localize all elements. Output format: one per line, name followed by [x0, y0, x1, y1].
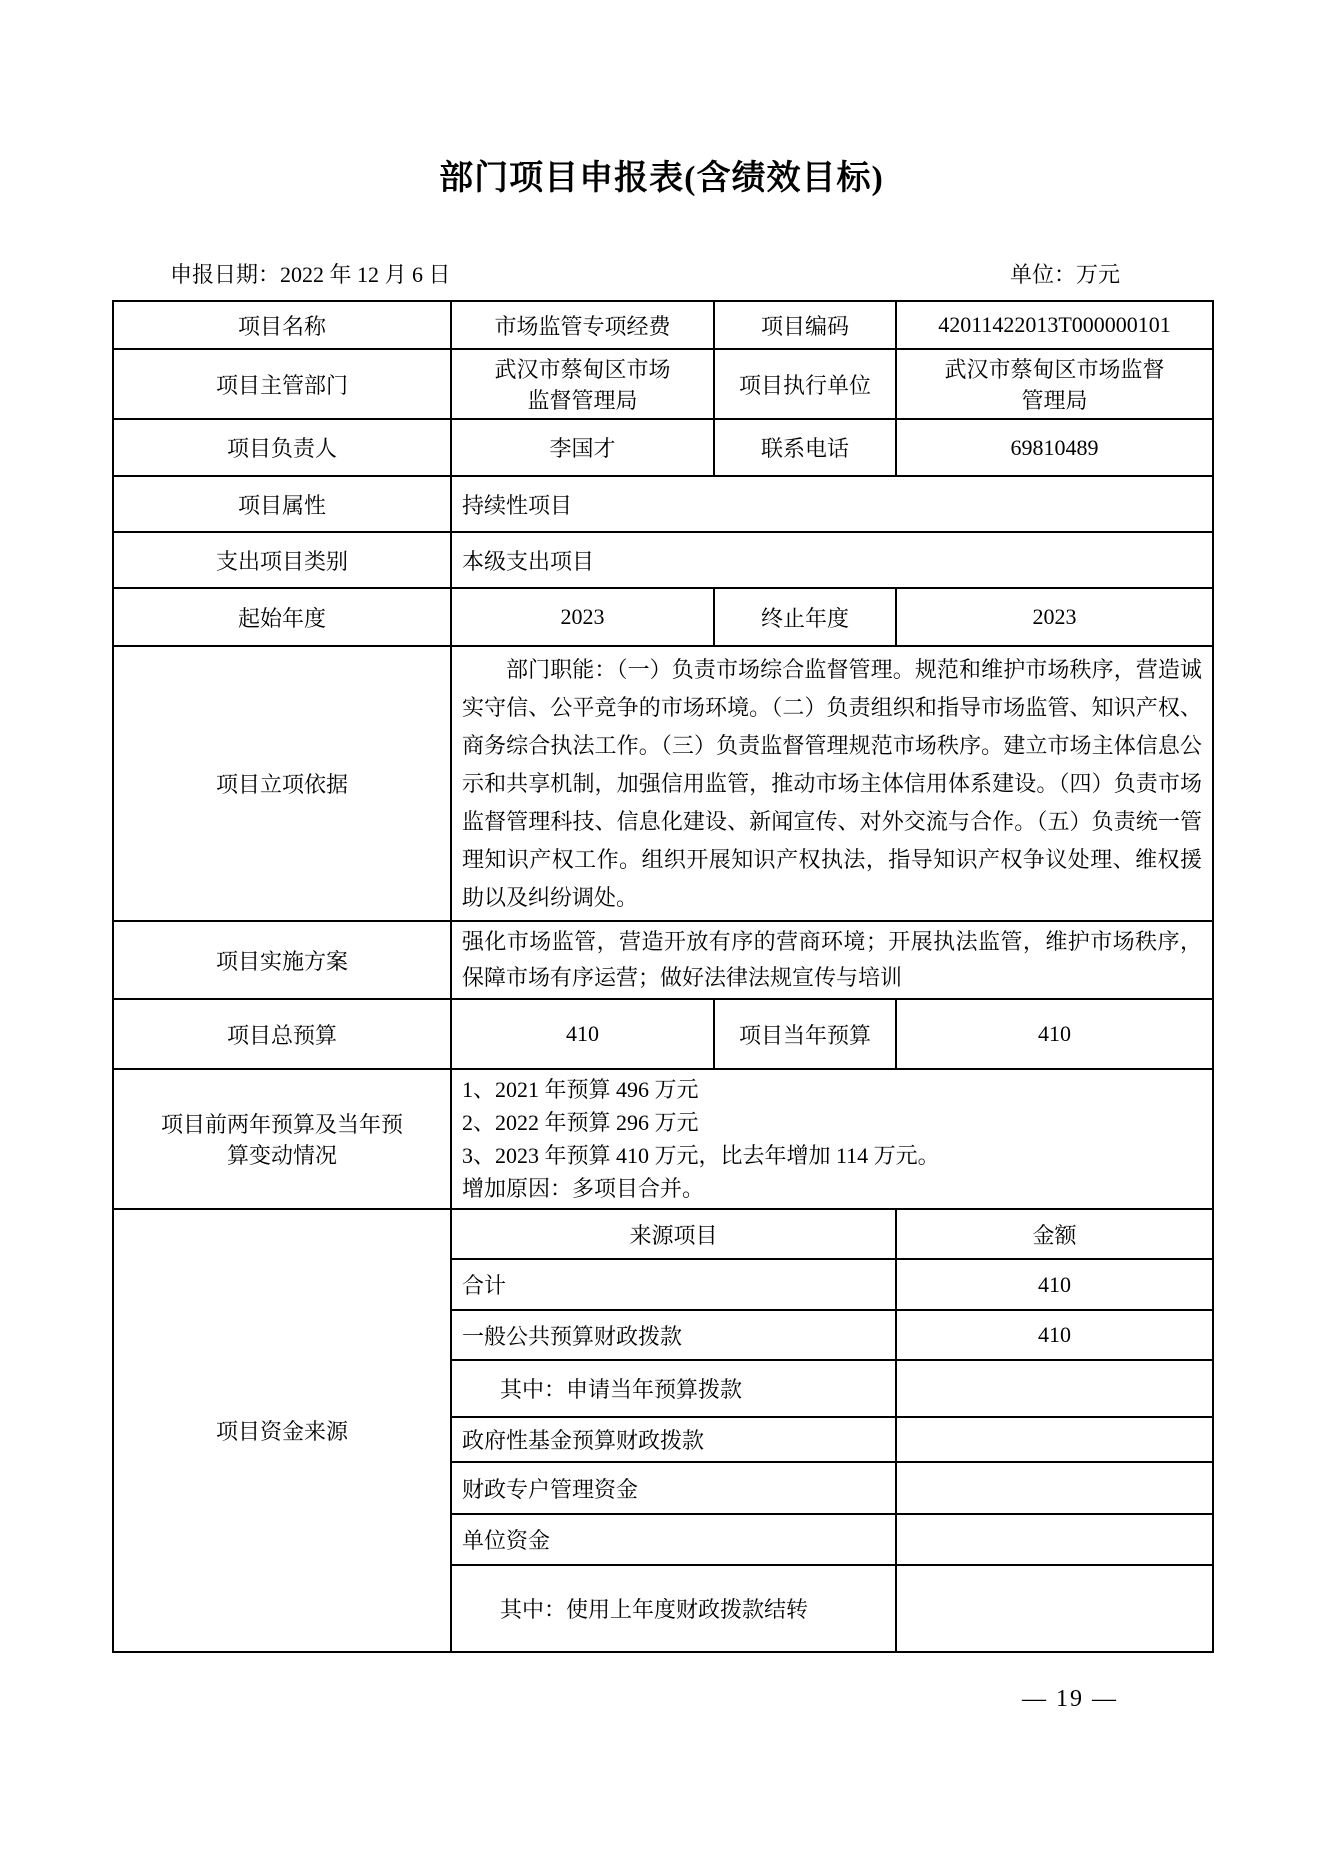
- phone-label: 联系电话: [714, 419, 896, 476]
- application-table: [112, 300, 1214, 1653]
- funding-amount: [896, 1565, 1213, 1652]
- end-year-label: 终止年度: [714, 588, 896, 646]
- funding-source: 合计: [451, 1259, 896, 1310]
- dept-value-text: 武汉市蔡甸区市场监督管理局: [494, 357, 671, 413]
- history-value: [451, 1069, 1213, 1209]
- funding-source: 其中：申请当年预算拨款: [451, 1360, 896, 1417]
- start-year-label: 起始年度: [113, 588, 451, 646]
- funding-amount: [896, 1462, 1213, 1514]
- row-history: [113, 1069, 1213, 1209]
- row-project-name: [113, 301, 1213, 349]
- leader-label: 项目负责人: [113, 419, 451, 476]
- dept-value: [451, 349, 714, 419]
- phone-value: 69810489: [896, 419, 1213, 476]
- project-name-value: 市场监管专项经费: [451, 301, 714, 349]
- leader-value: 李国才: [451, 419, 714, 476]
- row-funding-header: [113, 1209, 1213, 1259]
- funding-amount: [896, 1417, 1213, 1462]
- exec-unit-value-text: 武汉市蔡甸区市场监督管理局: [944, 357, 1165, 413]
- history-line: 1、2021 年预算 496 万元: [462, 1077, 699, 1102]
- row-basis: [113, 646, 1213, 921]
- funding-source: 财政专户管理资金: [451, 1462, 896, 1514]
- history-label-text: 项目前两年预算及当年预算变动情况: [160, 1112, 403, 1168]
- funding-source: 政府性基金预算财政拨款: [451, 1417, 896, 1462]
- history-line: 2、2022 年预算 296 万元: [462, 1110, 699, 1135]
- row-plan: [113, 921, 1213, 999]
- dept-label: 项目主管部门: [113, 349, 451, 419]
- row-attribute: [113, 476, 1213, 532]
- exec-unit-value: [896, 349, 1213, 419]
- row-budget: [113, 999, 1213, 1069]
- funding-source: 单位资金: [451, 1514, 896, 1565]
- funding-amount-header: 金额: [896, 1209, 1213, 1259]
- basis-paragraph: 部门职能：（一）负责市场综合监督管理。规范和维护市场秩序，营造诚实守信、公平竞争的市场环境。（二）负责组织和指导市场监管、知识产权、商务综合执法工作。（三）负责监督管理规范市场秩序。建立市场主体信息公示和共享机制，加强信用监管，推动市场主体信用体系建设。（四）负责市场监督管理科技、信息化建设、新闻宣传、对外交流与合作。（五）负责统一管理知识产权工作。组织开展知识产权执法，指导知识产权争议处理、维权援助以及纠纷调处。: [462, 656, 1202, 910]
- page-number: — 19 —: [1022, 1686, 1118, 1712]
- funding-source: 其中：使用上年度财政拨款结转: [451, 1565, 896, 1652]
- exec-unit-label: 项目执行单位: [714, 349, 896, 419]
- plan-label: 项目实施方案: [113, 921, 451, 999]
- budget-year-label: 项目当年预算: [714, 999, 896, 1069]
- start-year-value: 2023: [451, 588, 714, 646]
- history-label: [113, 1069, 451, 1209]
- basis-value: [451, 646, 1213, 921]
- budget-total-label: 项目总预算: [113, 999, 451, 1069]
- funding-amount: 410: [896, 1310, 1213, 1360]
- history-line: 增加原因：多项目合并。: [462, 1176, 705, 1201]
- row-category: [113, 532, 1213, 588]
- attribute-label: 项目属性: [113, 476, 451, 532]
- funding-amount: 410: [896, 1259, 1213, 1310]
- category-label: 支出项目类别: [113, 532, 451, 588]
- funding-source: 一般公共预算财政拨款: [451, 1310, 896, 1360]
- budget-total-value: 410: [451, 999, 714, 1069]
- page-title: 部门项目申报表(含绩效目标): [439, 160, 884, 197]
- project-code-value: 42011422013T000000101: [896, 301, 1213, 349]
- funding-amount: [896, 1514, 1213, 1565]
- end-year-value: 2023: [896, 588, 1213, 646]
- unit-text: 单位：万元: [1009, 262, 1120, 287]
- plan-value: 强化市场监管，营造开放有序的营商环境；开展执法监管，维护市场秩序，保障市场有序运营；做好法律法规宣传与培训: [451, 921, 1213, 999]
- attribute-value: 持续性项目: [451, 476, 1213, 532]
- row-years: [113, 588, 1213, 646]
- declare-date-text: 申报日期：2022 年 12 月 6 日: [170, 262, 451, 287]
- funding-source-header: 来源项目: [451, 1209, 896, 1259]
- row-leader: [113, 419, 1213, 476]
- funding-amount: [896, 1360, 1213, 1417]
- basis-label: 项目立项依据: [113, 646, 451, 921]
- project-name-label: 项目名称: [113, 301, 451, 349]
- meta-row: [112, 258, 1212, 289]
- row-department: [113, 349, 1213, 419]
- budget-year-value: 410: [896, 999, 1213, 1069]
- project-code-label: 项目编码: [714, 301, 896, 349]
- history-line: 3、2023 年预算 410 万元，比去年增加 114 万元。: [462, 1143, 940, 1168]
- category-value: 本级支出项目: [451, 532, 1213, 588]
- funding-label: 项目资金来源: [113, 1209, 451, 1652]
